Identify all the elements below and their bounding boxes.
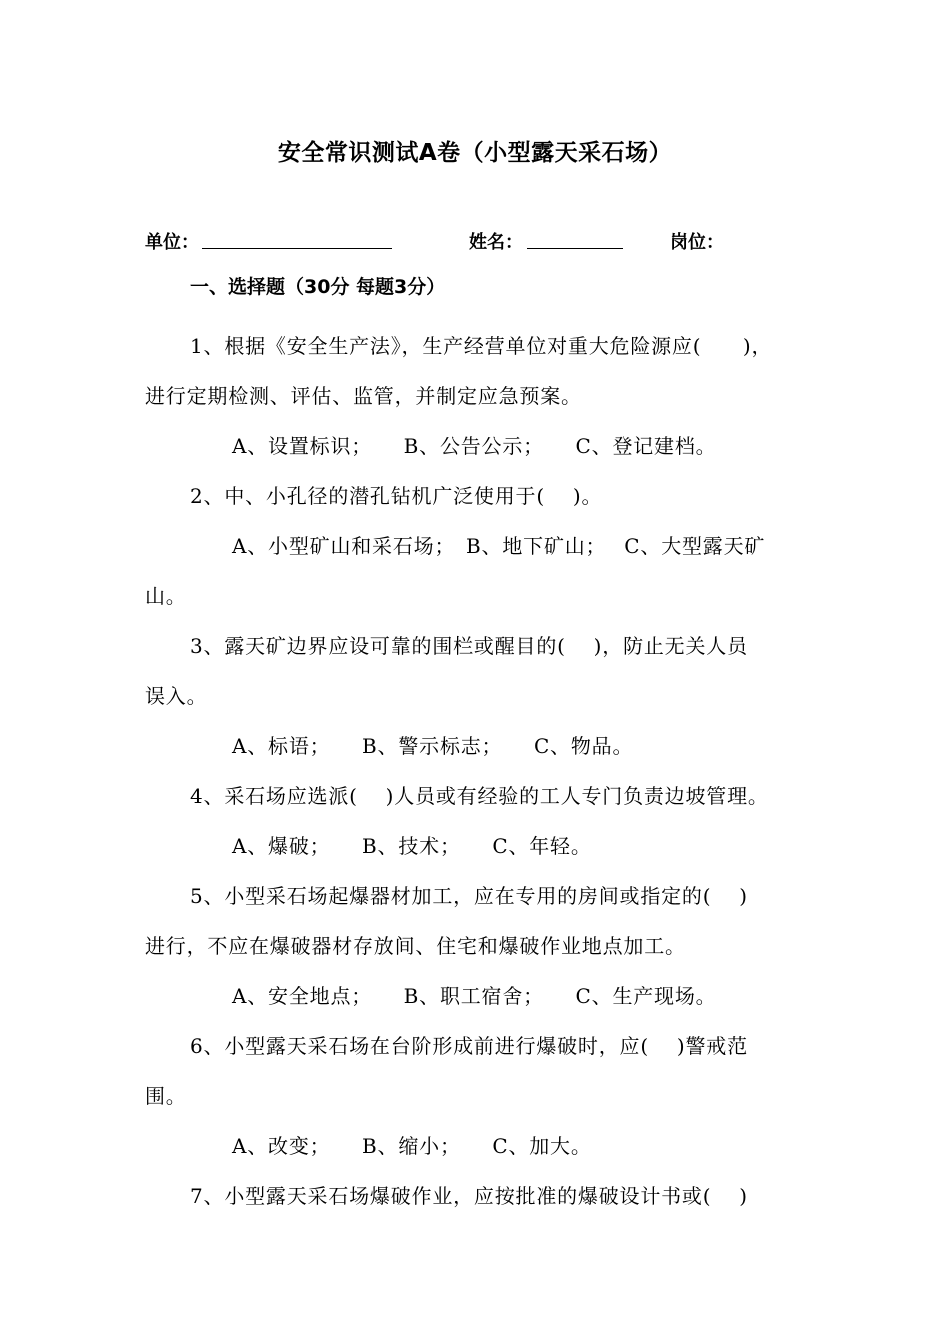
name-label: 姓名： — [469, 232, 523, 253]
question-1-options: A、设置标识； B、公告公示； C、登记建档。 — [232, 434, 717, 458]
name-blank — [527, 248, 623, 249]
question-1-line-2: 进行定期检测、评估、监管，并制定应急预案。 — [145, 384, 582, 408]
question-5-line-2: 进行，不应在爆破器材存放间、住宅和爆破作业地点加工。 — [145, 934, 686, 958]
question-1-line-1: 1、根据《安全生产法》，生产经营单位对重大危险源应( )， — [190, 334, 773, 358]
question-5-options: A、安全地点； B、职工宿舍； C、生产现场。 — [232, 984, 717, 1008]
info-row — [0, 224, 950, 254]
question-3-line-1: 3、露天矿边界应设可靠的围栏或醒目的( )，防止无关人员 — [190, 634, 748, 658]
question-6-line-2: 围。 — [145, 1084, 187, 1108]
section-heading: 一、选择题（30分 每题3分） — [190, 276, 446, 298]
question-6-options: A、改变； B、缩小； C、加大。 — [232, 1134, 592, 1158]
unit-blank — [202, 248, 392, 249]
question-2-options-cont: 山。 — [145, 584, 187, 608]
post-label: 岗位： — [670, 232, 724, 253]
question-2-line-1: 2、中、小孔径的潜孔钻机广泛使用于( )。 — [190, 484, 603, 508]
page-title: 安全常识测试A卷（小型露天采石场） — [277, 140, 673, 166]
question-3-options: A、标语； B、警示标志； C、物品。 — [232, 734, 634, 758]
question-4-options: A、爆破； B、技术； C、年轻。 — [232, 834, 592, 858]
question-2-options: A、小型矿山和采石场； B、地下矿山； C、大型露天矿 — [232, 534, 766, 558]
question-7-line-1: 7、小型露天采石场爆破作业，应按批准的爆破设计书或( ) — [190, 1184, 748, 1208]
unit-label: 单位： — [145, 232, 199, 253]
question-4-line-1: 4、采石场应选派( )人员或有经验的工人专门负责边坡管理。 — [190, 784, 769, 808]
question-6-line-1: 6、小型露天采石场在台阶形成前进行爆破时，应( )警戒范 — [190, 1034, 748, 1058]
question-3-line-2: 误入。 — [145, 684, 208, 708]
question-5-line-1: 5、小型采石场起爆器材加工，应在专用的房间或指定的( ) — [190, 884, 748, 908]
